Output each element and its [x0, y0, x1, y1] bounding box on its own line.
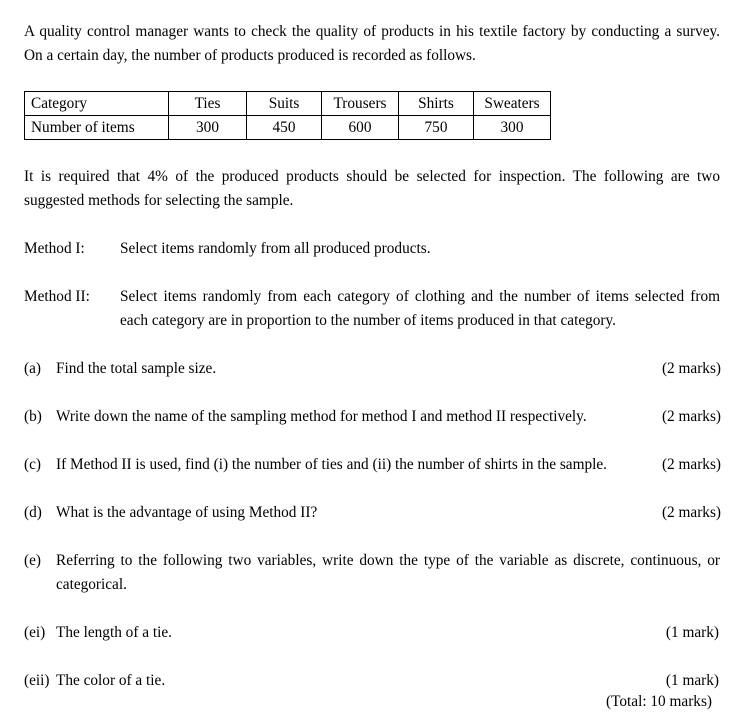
- category-trousers: Trousers: [322, 92, 399, 116]
- method-2-text-line-1: Select items randomly from each category of clothing and the number of items selected from: [120, 288, 720, 305]
- requirement-line-2: suggested methods for selecting the sample.: [24, 192, 294, 209]
- question-c-text: If Method II is used, find (i) the number of ties and (ii) the number of shirts in the sample.: [56, 456, 607, 473]
- table-row-category: [25, 92, 551, 116]
- count-shirts: 750: [399, 116, 474, 140]
- question-c-label: (c): [24, 456, 41, 473]
- products-table: [24, 91, 551, 140]
- question-e-label: (e): [24, 552, 41, 569]
- row-header-category: Category: [25, 92, 169, 116]
- question-b-label: (b): [24, 408, 42, 425]
- question-d-label: (d): [24, 504, 42, 521]
- category-ties: Ties: [169, 92, 247, 116]
- method-2-text-line-2: each category are in proportion to the number of items produced in that category.: [120, 312, 616, 329]
- table-row-counts: [25, 116, 551, 140]
- method-1-label: Method I:: [24, 240, 85, 257]
- question-c-marks: (2 marks): [661, 456, 721, 473]
- count-ties: 300: [169, 116, 247, 140]
- question-b-text: Write down the name of the sampling method for method I and method II respectively.: [56, 408, 587, 425]
- method-2-label: Method II:: [24, 288, 90, 305]
- category-shirts: Shirts: [399, 92, 474, 116]
- question-e-text-line-2: categorical.: [56, 576, 127, 593]
- total-marks: (Total: 10 marks): [606, 693, 712, 710]
- intro-line-2: On a certain day, the number of products produced is recorded as follows.: [24, 47, 476, 64]
- category-suits: Suits: [247, 92, 322, 116]
- subquestion-eii-marks: (1 mark): [665, 672, 719, 689]
- question-b-marks: (2 marks): [661, 408, 721, 425]
- question-d-marks: (2 marks): [661, 504, 721, 521]
- requirement-line-1: It is required that 4% of the produced products should be selected for inspection. The following are two: [24, 168, 720, 185]
- subquestion-eii-text: The color of a tie.: [56, 672, 166, 689]
- category-sweaters: Sweaters: [474, 92, 551, 116]
- question-e-text-line-1: Referring to the following two variables, write down the type of the variable as discrete, continuous, or: [56, 552, 720, 569]
- subquestion-ei-text: The length of a tie.: [56, 624, 172, 641]
- row-header-number: Number of items: [25, 116, 169, 140]
- count-suits: 450: [247, 116, 322, 140]
- question-a-marks: (2 marks): [661, 360, 721, 377]
- question-a-label: (a): [24, 360, 41, 377]
- intro-line-1: A quality control manager wants to check the quality of products in his textile factory by conducting a survey.: [24, 23, 720, 40]
- subquestion-ei-marks: (1 mark): [665, 624, 719, 641]
- question-d-text: What is the advantage of using Method II?: [56, 504, 318, 521]
- subquestion-eii-label: (eii): [24, 672, 50, 689]
- count-sweaters: 300: [474, 116, 551, 140]
- subquestion-ei-label: (ei): [24, 624, 46, 641]
- method-1-text: Select items randomly from all produced products.: [120, 240, 431, 257]
- question-a-text: Find the total sample size.: [56, 360, 217, 377]
- count-trousers: 600: [322, 116, 399, 140]
